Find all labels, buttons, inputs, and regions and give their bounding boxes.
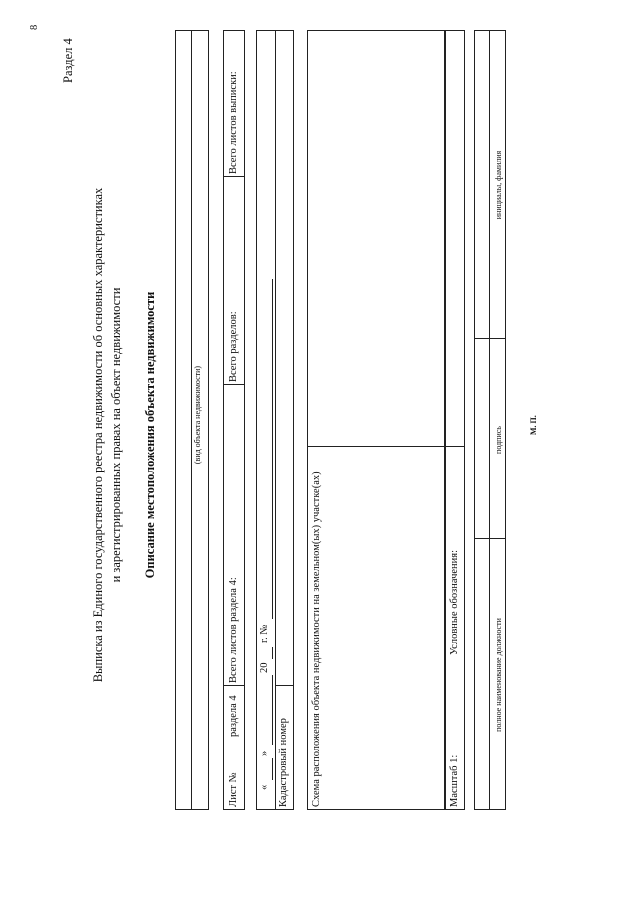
position-caption: полное наименование должности [494,618,503,732]
object-type-line [191,31,192,809]
sheets-divider-3 [224,176,244,177]
object-type-box [175,30,209,810]
document-subtitle: Описание местоположения объекта недвижимости [143,291,157,579]
total-sheets-extract-label: Всего листов выписки: [228,71,239,174]
signature-line [489,31,490,809]
date-close-quote: » [259,750,270,756]
sheets-divider-2 [224,384,244,385]
total-sheets-section-label: Всего листов раздела 4: [228,577,239,683]
sheets-divider-1 [224,685,244,686]
object-type-caption: (вид объекта недвижимости) [193,365,202,465]
section-label: Раздел 4 [61,38,75,83]
date-cadastral-box [256,30,294,810]
date-year: 20 [259,662,270,673]
registration-number-line [272,279,273,619]
legend-label: Условные обозначения: [449,549,460,655]
section-number-label: раздела 4 [228,695,239,737]
signature-caption: подпись [494,426,503,454]
scale-legend-row [445,30,465,810]
cadastral-number-label: Кадастровый номер [278,718,289,807]
scheme-right-border [308,446,444,447]
scale-legend-divider [446,446,464,447]
page-number: 8 [29,24,40,30]
date-open-quote: « [259,784,270,790]
document-title-line2: и зарегистрированных правах на объект недвижимости [109,287,123,583]
scheme-label: Схема расположения объекта недвижимости на земельном(ых) участке(ах) [311,471,322,807]
scale-label: Масштаб 1: [449,754,460,807]
date-cadastral-divider [275,31,276,809]
sheet-number-label: Лист № [228,772,239,807]
total-sections-label: Всего разделов: [228,311,239,382]
date-year-line [272,647,273,659]
document-title-line1: Выписка из Единого государственного реестра недвижимости об основных характеристиках [91,187,105,683]
name-caption: инициалы, фамилия [494,150,503,220]
date-day-line [272,758,273,780]
scheme-box [307,30,445,810]
stamp-placeholder: М. П. [529,415,538,435]
date-month-line [272,675,273,745]
date-suffix: г. № [259,624,270,643]
cadastral-divider [275,685,293,686]
